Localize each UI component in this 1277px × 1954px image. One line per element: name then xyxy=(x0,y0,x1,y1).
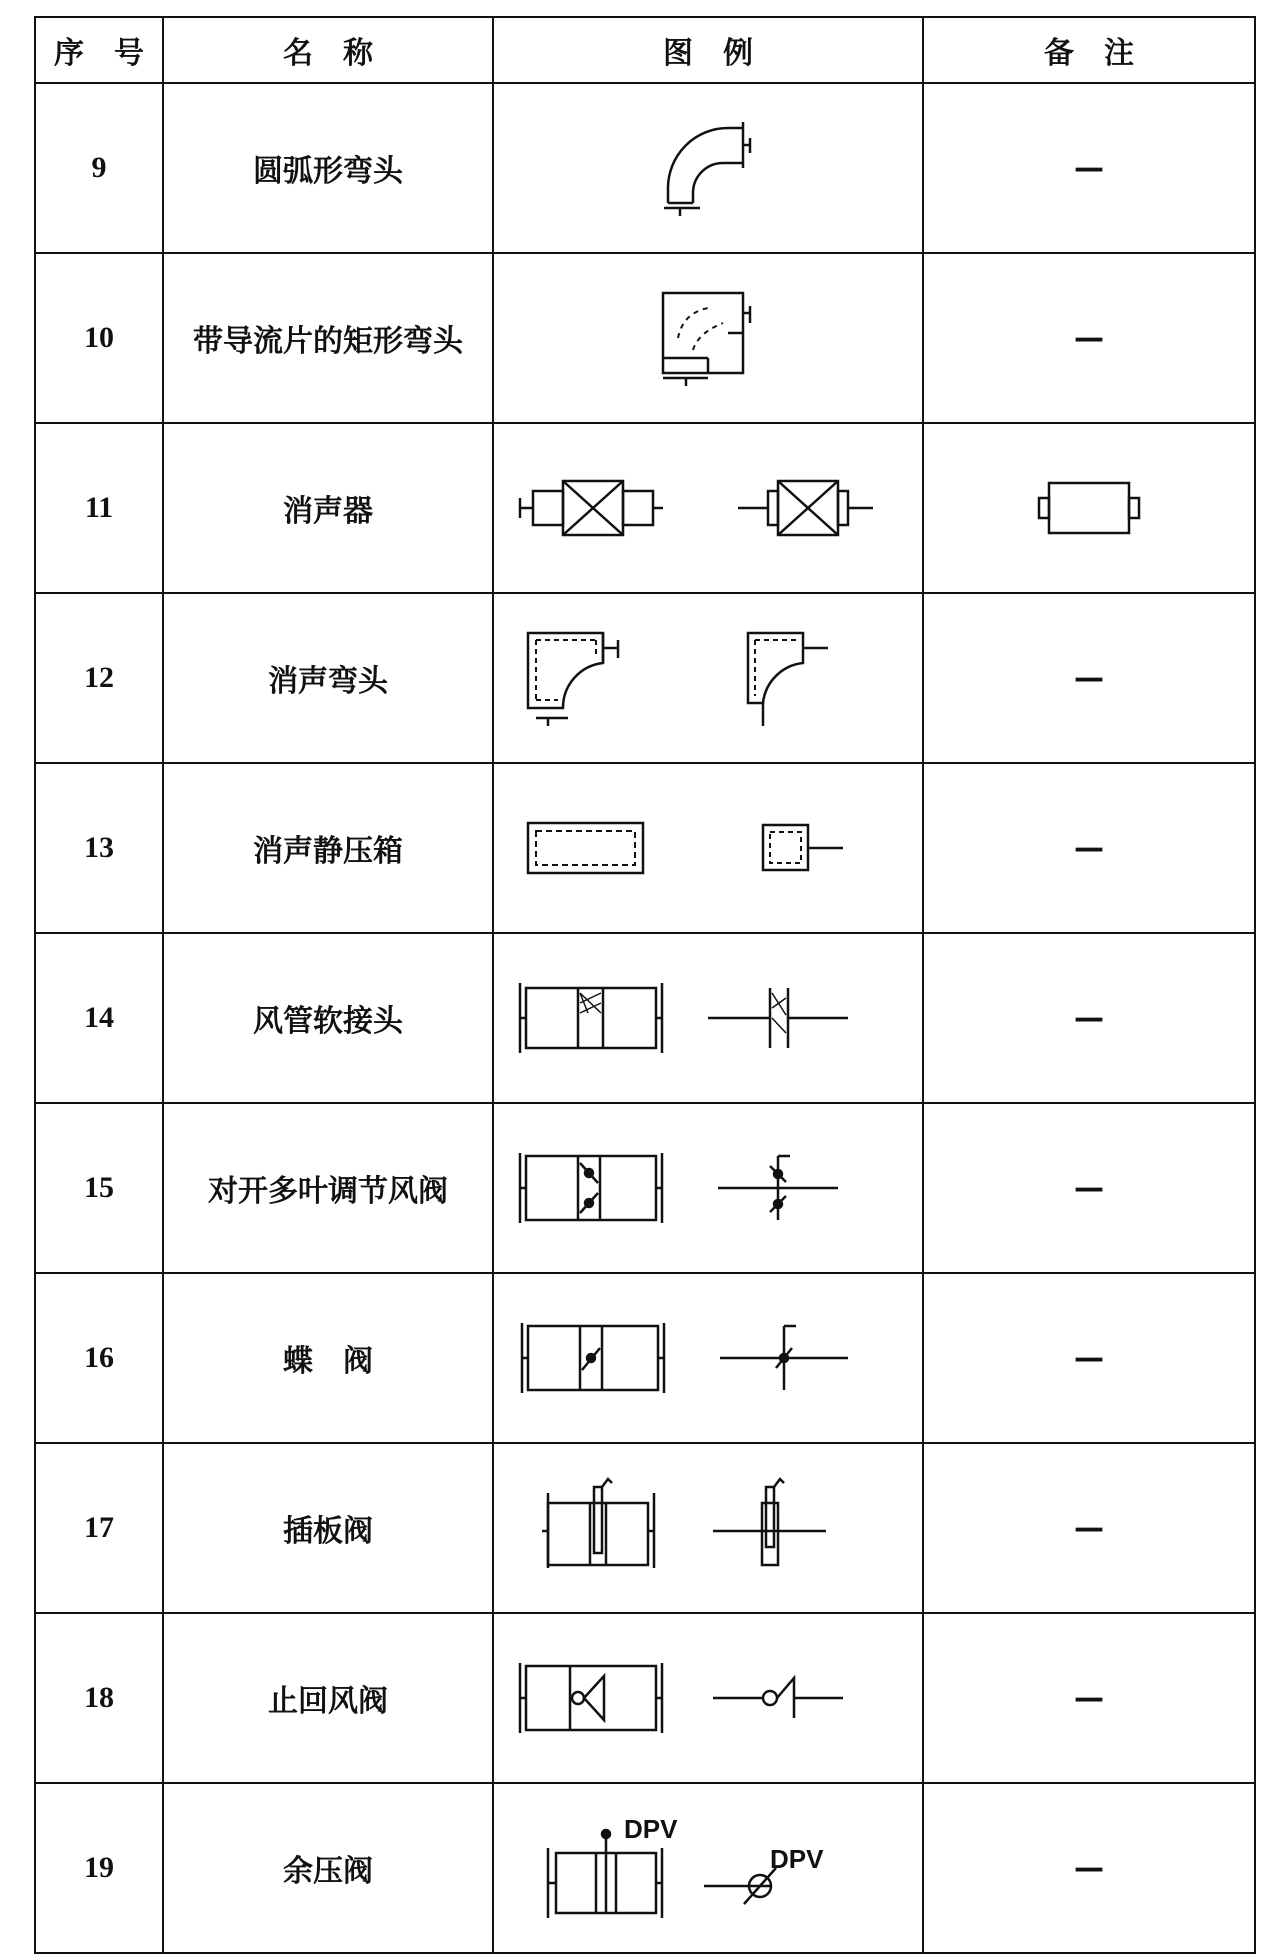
slide-gate-valve-icon xyxy=(508,1473,908,1583)
row-no: 16 xyxy=(35,1273,163,1443)
row-symbol xyxy=(493,763,923,933)
table-row xyxy=(35,1783,1255,1953)
row-symbol xyxy=(493,1273,923,1443)
row-no: 12 xyxy=(35,593,163,763)
row-no: 19 xyxy=(35,1783,163,1953)
row-name: 带导流片的矩形弯头 xyxy=(163,253,493,423)
table-row xyxy=(35,593,1255,763)
row-no: 17 xyxy=(35,1443,163,1613)
pressure-relief-valve-icon xyxy=(508,1808,908,1928)
row-remark: — xyxy=(923,933,1255,1103)
row-name: 消声器 xyxy=(163,423,493,593)
row-name: 蝶 阀 xyxy=(163,1273,493,1443)
row-remark: — xyxy=(923,1273,1255,1443)
table-header-row xyxy=(35,17,1255,83)
row-name: 圆弧形弯头 xyxy=(163,83,493,253)
silencer-plenum-icon xyxy=(508,808,908,888)
row-symbol xyxy=(493,253,923,423)
row-remark: — xyxy=(923,83,1255,253)
header-name: 名 称 xyxy=(163,17,493,83)
silencer-plan-icon xyxy=(1029,468,1149,548)
header-legend: 图 例 xyxy=(493,17,923,83)
row-remark: — xyxy=(923,763,1255,933)
hvac-symbol-legend-table xyxy=(34,16,1256,1954)
table-row xyxy=(35,933,1255,1103)
row-symbol xyxy=(493,1103,923,1273)
row-symbol xyxy=(493,83,923,253)
table-row xyxy=(35,423,1255,593)
row-no: 9 xyxy=(35,83,163,253)
dpv-label: DPV xyxy=(770,1844,824,1874)
row-symbol xyxy=(493,423,923,593)
row-name: 对开多叶调节风阀 xyxy=(163,1103,493,1273)
silencer-elbow-icon xyxy=(508,618,908,738)
row-name: 风管软接头 xyxy=(163,933,493,1103)
row-no: 14 xyxy=(35,933,163,1103)
row-remark: — xyxy=(923,1443,1255,1613)
row-name: 余压阀 xyxy=(163,1783,493,1953)
row-name: 消声静压箱 xyxy=(163,763,493,933)
flexible-duct-joint-icon xyxy=(508,973,908,1063)
table-row xyxy=(35,1613,1255,1783)
row-name: 消声弯头 xyxy=(163,593,493,763)
row-remark: — xyxy=(923,1103,1255,1273)
row-no: 15 xyxy=(35,1103,163,1273)
table-row xyxy=(35,1273,1255,1443)
row-symbol xyxy=(493,1783,923,1953)
table-row xyxy=(35,1103,1255,1273)
row-symbol xyxy=(493,1613,923,1783)
row-symbol xyxy=(493,933,923,1103)
row-symbol xyxy=(493,1443,923,1613)
row-no: 18 xyxy=(35,1613,163,1783)
opposed-blade-damper-icon xyxy=(508,1138,908,1238)
row-remark-symbol xyxy=(923,423,1255,593)
header-remark: 备 注 xyxy=(923,17,1255,83)
vaned-rect-elbow-icon xyxy=(638,278,778,398)
row-name: 止回风阀 xyxy=(163,1613,493,1783)
arc-elbow-icon xyxy=(638,108,778,228)
row-remark: — xyxy=(923,253,1255,423)
butterfly-valve-icon xyxy=(508,1308,908,1408)
row-no: 13 xyxy=(35,763,163,933)
row-symbol xyxy=(493,593,923,763)
dpv-label: DPV xyxy=(624,1814,678,1844)
table-row xyxy=(35,83,1255,253)
row-remark: — xyxy=(923,1613,1255,1783)
row-no: 10 xyxy=(35,253,163,423)
silencer-icon xyxy=(508,463,908,553)
check-damper-icon xyxy=(508,1648,908,1748)
row-name: 插板阀 xyxy=(163,1443,493,1613)
header-no: 序 号 xyxy=(35,17,163,83)
table-row xyxy=(35,253,1255,423)
row-remark: — xyxy=(923,1783,1255,1953)
row-no: 11 xyxy=(35,423,163,593)
row-remark: — xyxy=(923,593,1255,763)
table-row xyxy=(35,1443,1255,1613)
table-row xyxy=(35,763,1255,933)
